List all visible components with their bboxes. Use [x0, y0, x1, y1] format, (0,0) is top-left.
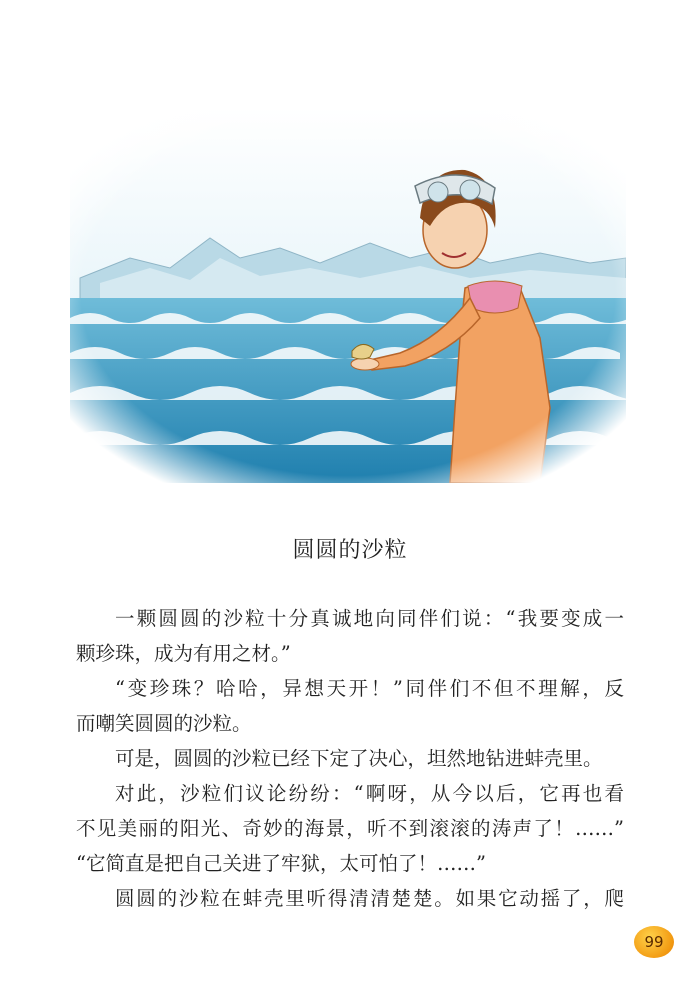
paragraph-line: 圆圆的沙粒在蚌壳里听得清清楚楚。如果它动摇了，爬 [115, 887, 624, 910]
story-body [76, 601, 624, 916]
story-title: 圆圆的沙粒 [292, 538, 408, 563]
girl-diver-holding-shell-icon [70, 108, 626, 483]
paragraph-line: 颗珍珠，成为有用之材。” [76, 642, 291, 665]
girl-diver-illustration [70, 108, 626, 483]
paragraph-line: “它简直是把自己关进了牢狱，太可怕了！……” [76, 852, 486, 875]
page-number-badge: 99 [634, 926, 674, 958]
paragraph-line: 对此，沙粒们议论纷纷：“啊呀，从今以后，它再也看 [115, 782, 624, 805]
paragraph-line: 而嘲笑圆圆的沙粒。 [76, 712, 252, 735]
paragraph-line: 可是，圆圆的沙粒已经下定了决心，坦然地钻进蚌壳里。 [115, 747, 603, 770]
paragraph-line: “变珍珠？哈哈，异想天开！”同伴们不但不理解，反 [115, 677, 624, 700]
paragraph-line: 不见美丽的阳光、奇妙的海景，听不到滚滚的涛声了！……” [76, 817, 624, 840]
paragraph-line: 一颗圆圆的沙粒十分真诚地向同伴们说：“我要变成一 [115, 607, 624, 630]
